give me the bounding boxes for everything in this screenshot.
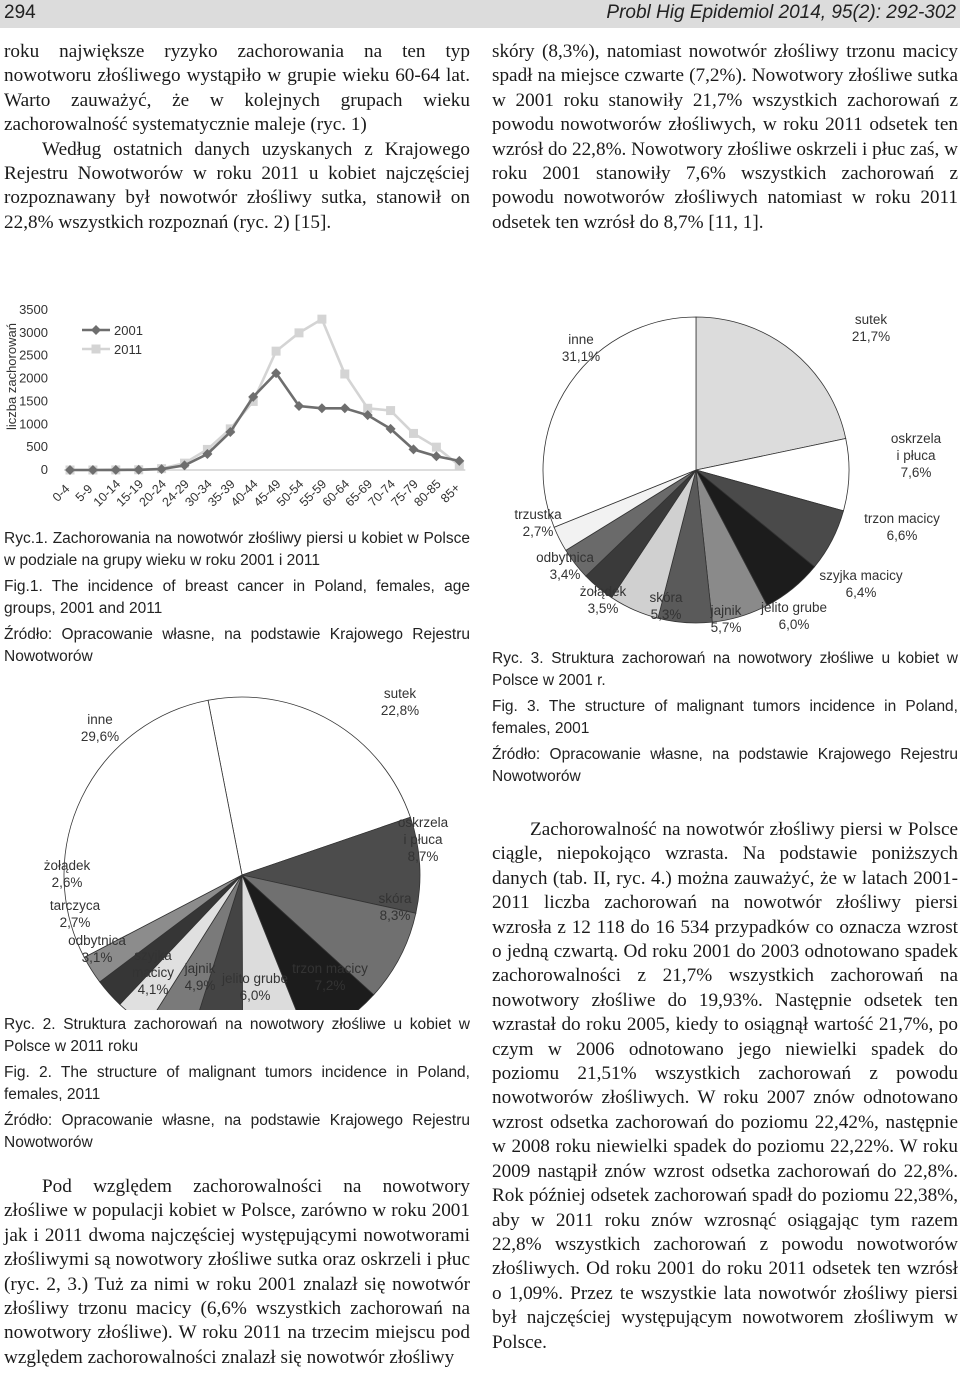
paragraph: roku największe ryzyko zachorowania na ten typ nowotworu złośliwego wystąpiło w grupie wieku 60-64 lat. Warto zauważyć, że w kolejnych grupach wieku zachorowalność systematycznie maleje (ryc. 1) xyxy=(4,41,470,136)
slice-value-label: 4,9% xyxy=(184,978,216,993)
slice-value-label: 3,4% xyxy=(549,567,581,582)
slice-value-label: 7,6% xyxy=(900,465,932,480)
slice-value-label: 6,4% xyxy=(845,585,877,600)
x-tick-label: 60-64 xyxy=(319,476,353,510)
data-point xyxy=(295,328,304,337)
y-tick-label: 3500 xyxy=(19,302,48,317)
figure-caption-en: Fig. 2. The structure of malignant tumors incidence in Poland, females, 2011 xyxy=(4,1064,470,1103)
x-tick-label: 10-14 xyxy=(90,476,124,510)
slice-label: sutek xyxy=(854,312,888,327)
page-header xyxy=(0,0,960,28)
slice-label: odbytnica xyxy=(68,933,126,948)
figure-caption-pl: Ryc.1. Zachorowania na nowotwór złośliwy piersi u kobiet w Polsce w podziale na grupy wieku w roku 2001 i 2011 xyxy=(4,530,470,569)
slice-value-label: 5,3% xyxy=(650,607,682,622)
slice-label: jajnik xyxy=(710,603,742,618)
slice-value-label: 6,0% xyxy=(239,988,271,1003)
x-tick-label: 0-4 xyxy=(49,481,73,505)
slice-label: trzon macicy xyxy=(864,511,940,526)
x-tick-label: 20-24 xyxy=(136,476,170,510)
slice-label: trzon macicy xyxy=(292,961,368,976)
slice-value-label: 8,3% xyxy=(379,908,411,923)
slice-label: jajnik xyxy=(184,961,216,976)
slice-label: inne xyxy=(568,332,594,347)
slice-label: i płuca xyxy=(403,832,443,847)
slice-value-label: 4,1% xyxy=(137,982,169,997)
slice-label: trzustka xyxy=(514,507,562,522)
paragraph: Według ostatnich danych uzyskanych z Krajowego Rejestru Nowotworów w roku 2011 u kobiet najczęściej rozpoznawany był nowotwór złośliwy sutka, stanowił on 22,8% wszystkich rozpoznań (ryc. 2) [15]. xyxy=(4,138,470,233)
x-tick-label: 50-54 xyxy=(273,476,307,510)
slice-value-label: 8,7% xyxy=(407,849,439,864)
pie-chart-2001 xyxy=(488,300,960,645)
slice-label: oskrzela xyxy=(397,815,449,830)
legend-marker xyxy=(92,345,101,354)
paragraph: Zachorowalność na nowotwór złośliwy piersi w Polsce ciągle, niepokojąco wzrasta. Na podstawie poniższych danych (tab. II, ryc. 4.) można zauważyć, że w latach 2001-2011 liczba zachorowań na nowotwór złośliwy piersi wzrosła z 12 118 do 16 534 przypadków co oznacza wzrost o jedną czwartą. Od roku 2001 do 2003 odnotowano spadek zachorowalności z 21,7% wszystkich zachorowań na nowotwory złośliwe do 19,93%. Następnie odsetek ten wzrastał do roku 2005, kiedy to osiągnął wartość 21,7%, po czym w 2006 odnotowano jego niewielki spadek do poziomu 21,51% wszystkich zachorowań z powodu nowotworów złośliwych. W roku 2007 znów odnotowano wzrost odsetka zachorowań do poziomu 22,42%, następnie w 2008 roku niewielki spadek do poziomu 22,22%. W roku 2009 nastąpił znów wzrost odsetka zachorowań do 22,8%. Rok później odsetek zachorowań spadł do poziomu 22,38%, aby w 2011 roku znów wzrosnąć osiągając tym razem 22,8% wszystkich zachorowań z powodu nowotworów złośliwych. Od roku 2001 do roku 2011 odsetek ten wzrósł o 1,09%. Przez te wszystkie lata nowotwór złośliwy piersi był najczęściej występującym nowotworem złośliwym w Polsce. xyxy=(492,819,958,1353)
y-tick-label: 0 xyxy=(40,462,48,477)
slice-label: tarczyca xyxy=(49,898,101,913)
x-tick-label: 40-44 xyxy=(228,476,261,510)
data-point xyxy=(340,403,350,413)
x-tick-label: 70-74 xyxy=(365,476,399,510)
slice-label: sutek xyxy=(383,686,417,701)
x-tick-label: 5-9 xyxy=(72,481,96,505)
x-tick-label: 15-19 xyxy=(113,476,147,510)
figure-caption-pl: Ryc. 3. Struktura zachorowań na nowotwory złośliwe u kobiet w Polsce w 2001 r. xyxy=(492,650,958,689)
slice-label: jelito grube xyxy=(760,600,828,615)
slice-value-label: 6,6% xyxy=(886,528,918,543)
data-point xyxy=(340,370,349,379)
x-tick-label: 80-85 xyxy=(411,476,444,510)
slice-label: i płuca xyxy=(896,448,936,463)
x-tick-label: 65-69 xyxy=(342,476,376,510)
slice-label: oskrzela xyxy=(890,431,942,446)
fig1-caption-block xyxy=(4,528,470,672)
page-number: 294 xyxy=(4,2,36,23)
slice-value-label: 2,6% xyxy=(51,875,83,890)
legend-label: 2011 xyxy=(114,342,142,357)
slice-label: odbytnica xyxy=(536,550,594,565)
figure-source: Źródło: Opracowanie własne, na podstawie Krajowego Rejestru Nowotworów xyxy=(4,626,470,665)
slice-label: skóra xyxy=(649,590,683,605)
paragraph: Pod względem zachorowalności na nowotwory złośliwe w populacji kobiet w Polsce, zarówno w roku 2001 jak i 2011 dwoma najczęściej występującymi nowotworami złośliwymi są nowotwory złośliwe sutka oraz oskrzeli i płuc (ryc. 2, 3.) Tuż za nimi w roku 2001 znalazł się nowotwór złośliwy trzonu macicy (6,6% wszystkich zachorowań na nowotwory złośliwe). W roku 2011 na trzecim miejscu pod względem zachorowalności znalazł się nowotwór złośliwy xyxy=(4,1176,470,1368)
figure-source: Źródło: Opracowanie własne, na podstawie Krajowego Rejestru Nowotworów xyxy=(492,746,958,785)
legend-marker xyxy=(91,325,101,335)
line-chart xyxy=(0,290,480,520)
x-tick-label: 45-49 xyxy=(251,476,284,510)
figure-caption-en: Fig. 3. The structure of malignant tumors incidence in Poland, females, 2001 xyxy=(492,698,958,737)
x-tick-label: 30-34 xyxy=(182,476,215,510)
data-point xyxy=(431,451,441,461)
left-top-text xyxy=(4,40,470,235)
y-tick-label: 1500 xyxy=(19,393,48,409)
slice-label: żołądek xyxy=(43,858,91,873)
data-point xyxy=(272,347,281,356)
x-tick-label: 35-39 xyxy=(205,476,238,510)
journal-reference: Probl Hig Epidemiol 2014, 95(2): 292-302 xyxy=(606,2,956,23)
right-bottom-text xyxy=(492,818,958,1355)
figure-source: Źródło: Opracowanie własne, na podstawie Krajowego Rejestru Nowotworów xyxy=(4,1112,470,1151)
y-tick-label: 500 xyxy=(26,439,48,455)
slice-label: jelito grube xyxy=(221,971,289,986)
x-tick-label: 75-79 xyxy=(388,476,421,510)
slice-value-label: 3,5% xyxy=(587,601,619,616)
slice-value-label: 21,7% xyxy=(851,329,891,344)
slice-value-label: 22,8% xyxy=(380,703,420,718)
figure-caption-en: Fig.1. The incidence of breast cancer in Poland, females, age groups, 2001 and 2011 xyxy=(4,578,470,617)
slice-label: inne xyxy=(87,712,113,727)
slice-value-label: 29,6% xyxy=(80,729,120,744)
fig3-caption-block xyxy=(492,648,958,792)
data-point xyxy=(409,429,418,438)
slice-label: macicy xyxy=(131,965,175,980)
slice-value-label: 2,7% xyxy=(59,915,91,930)
slice-label: skóra xyxy=(378,891,412,906)
slice-label: szyjka xyxy=(134,948,172,963)
right-top-text xyxy=(492,40,958,235)
y-tick-label: 2000 xyxy=(19,370,48,386)
left-bottom-text xyxy=(4,1175,470,1370)
legend-label: 2001 xyxy=(114,323,143,338)
x-tick-label: 85+ xyxy=(438,480,463,506)
slice-label: szyjka macicy xyxy=(819,568,903,583)
slice-value-label: 6,0% xyxy=(778,617,810,632)
figure-caption-pl: Ryc. 2. Struktura zachorowań na nowotwory złośliwe u kobiet w Polsce w 2011 roku xyxy=(4,1016,470,1055)
y-tick-label: 3000 xyxy=(19,324,48,340)
pie-chart-2011 xyxy=(0,675,480,1010)
data-point xyxy=(386,406,395,415)
slice-label: żołądek xyxy=(579,584,627,599)
slice-value-label: 5,7% xyxy=(710,620,742,635)
y-tick-label: 1000 xyxy=(19,416,48,432)
y-axis-label: liczba zachorowań xyxy=(4,323,19,430)
data-point xyxy=(432,443,441,452)
y-tick-label: 2500 xyxy=(19,347,48,363)
slice-value-label: 7,2% xyxy=(314,978,346,993)
paragraph: skóry (8,3%), natomiast nowotwór złośliwy trzonu macicy spadł na miejsce czwarte (7,2%). Nowotwory złośliwe sutka w 2001 roku stanowiły 21,7% wszystkich zachorowań z powodu nowotworów złośliwych, w roku 2011 odsetek ten wzrósł do 22,8%. Nowotwory złośliwe oskrzeli i płuc zaś, w roku 2001 stanowiły 7,6% wszystkich zachorowań z powodu nowotworów złośliwych natomiast w roku 2011 odsetek ten wzrósł do 8,7% [11, 1]. xyxy=(492,41,958,233)
slice-value-label: 3,1% xyxy=(81,950,113,965)
slice-value-label: 31,1% xyxy=(561,349,601,364)
x-tick-label: 55-59 xyxy=(296,476,330,510)
x-tick-label: 24-29 xyxy=(159,476,192,510)
fig2-caption-block xyxy=(4,1014,470,1158)
data-point xyxy=(317,315,326,324)
data-point xyxy=(317,403,327,413)
slice-value-label: 2,7% xyxy=(522,524,554,539)
